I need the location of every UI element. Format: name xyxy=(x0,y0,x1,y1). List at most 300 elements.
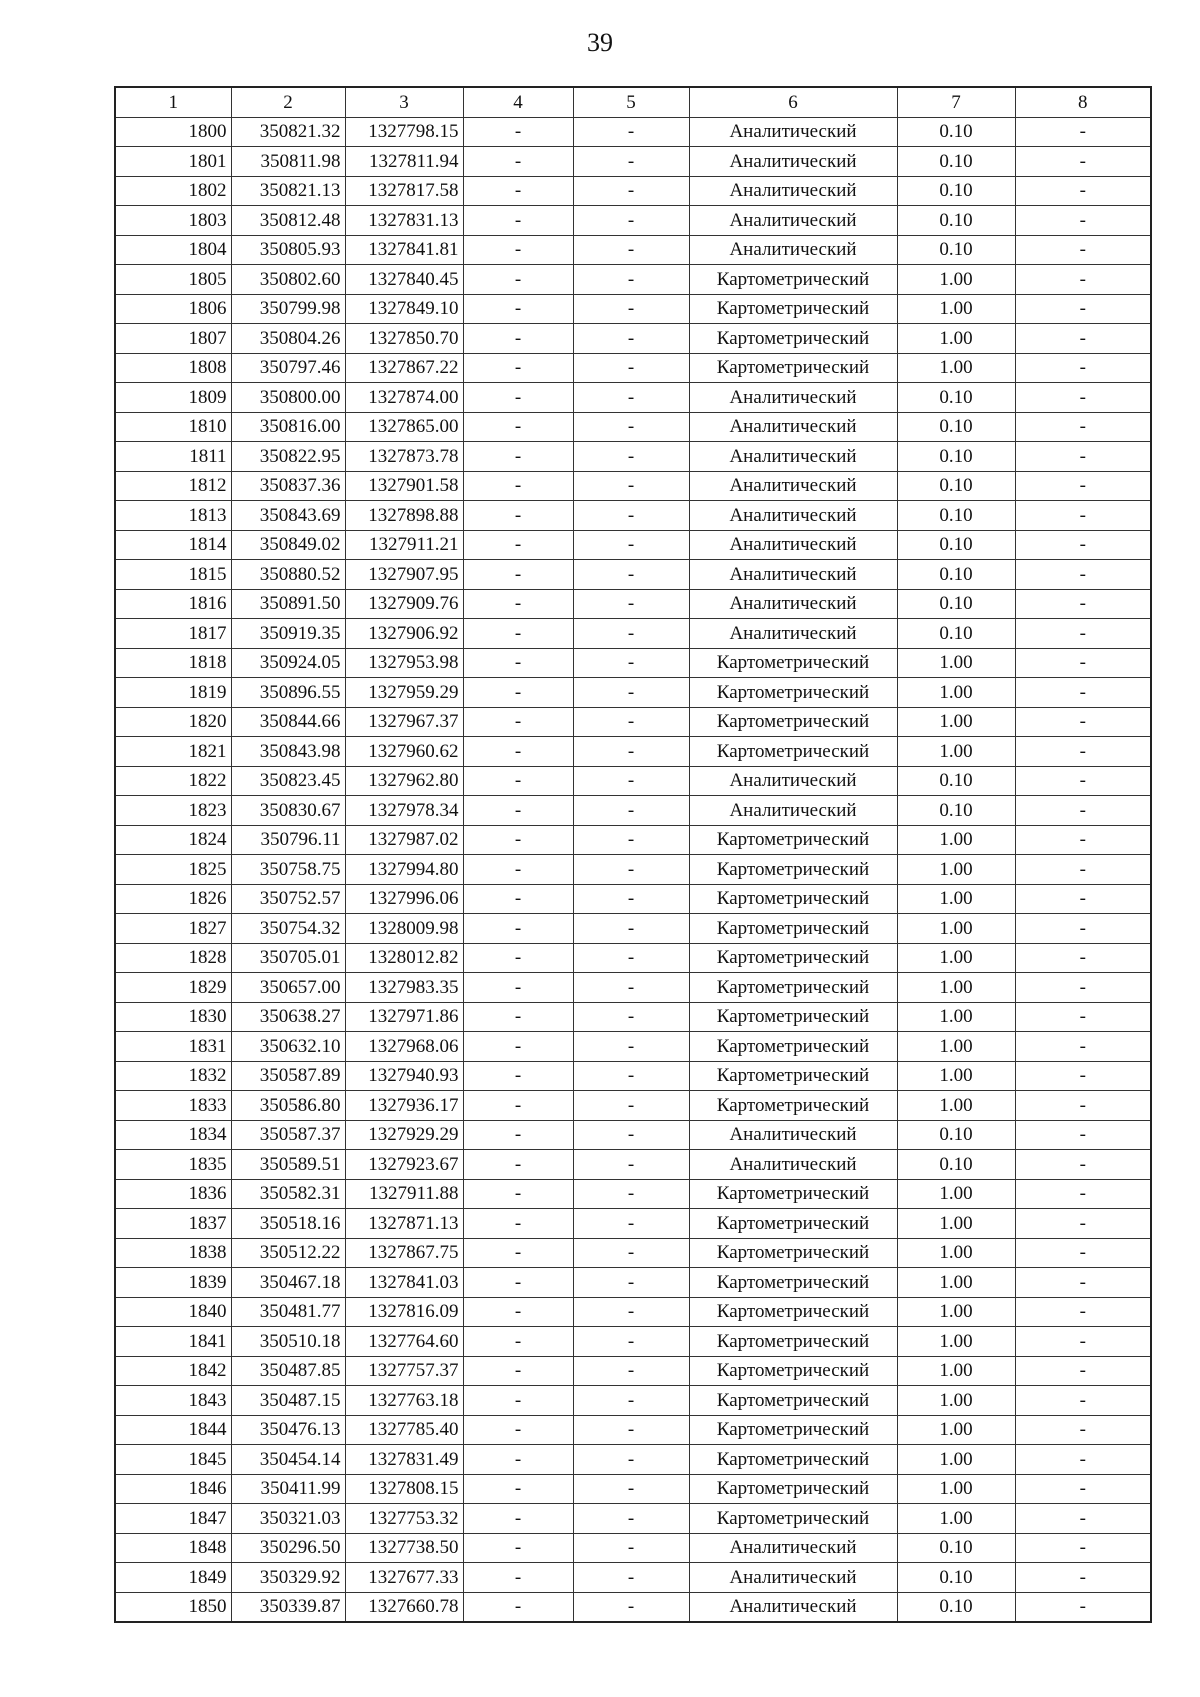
column-4-cell: - xyxy=(463,1061,573,1091)
point-number-cell: 1816 xyxy=(115,589,231,619)
method-cell: Картометрический xyxy=(689,737,897,767)
table-row xyxy=(115,619,1151,649)
y-coordinate-cell: 1327940.93 xyxy=(345,1061,463,1091)
point-number-cell: 1810 xyxy=(115,412,231,442)
column-8-cell: - xyxy=(1015,1533,1151,1563)
table-row xyxy=(115,973,1151,1003)
accuracy-cell: 1.00 xyxy=(897,1032,1015,1062)
x-coordinate-cell: 350329.92 xyxy=(231,1563,345,1593)
column-4-cell: - xyxy=(463,589,573,619)
y-coordinate-cell: 1327865.00 xyxy=(345,412,463,442)
accuracy-cell: 1.00 xyxy=(897,1091,1015,1121)
method-cell: Аналитический xyxy=(689,206,897,236)
column-4-cell: - xyxy=(463,1356,573,1386)
method-cell: Картометрический xyxy=(689,1179,897,1209)
column-4-cell: - xyxy=(463,737,573,767)
point-number-cell: 1818 xyxy=(115,648,231,678)
y-coordinate-cell: 1328012.82 xyxy=(345,943,463,973)
x-coordinate-cell: 350822.95 xyxy=(231,442,345,472)
x-coordinate-cell: 350802.60 xyxy=(231,265,345,295)
table-row xyxy=(115,1592,1151,1622)
column-8-cell: - xyxy=(1015,206,1151,236)
table-row xyxy=(115,1061,1151,1091)
x-coordinate-cell: 350812.48 xyxy=(231,206,345,236)
point-number-cell: 1805 xyxy=(115,265,231,295)
column-5-cell: - xyxy=(573,589,689,619)
method-cell: Картометрический xyxy=(689,1268,897,1298)
y-coordinate-cell: 1327817.58 xyxy=(345,176,463,206)
column-8-cell: - xyxy=(1015,973,1151,1003)
column-5-cell: - xyxy=(573,530,689,560)
column-8-cell: - xyxy=(1015,501,1151,531)
column-4-cell: - xyxy=(463,1150,573,1180)
method-cell: Картометрический xyxy=(689,1415,897,1445)
method-cell: Аналитический xyxy=(689,766,897,796)
column-8-cell: - xyxy=(1015,1209,1151,1239)
x-coordinate-cell: 350844.66 xyxy=(231,707,345,737)
y-coordinate-cell: 1327909.76 xyxy=(345,589,463,619)
x-coordinate-cell: 350411.99 xyxy=(231,1474,345,1504)
x-coordinate-cell: 350797.46 xyxy=(231,353,345,383)
column-4-cell: - xyxy=(463,501,573,531)
method-cell: Картометрический xyxy=(689,1327,897,1357)
column-5-cell: - xyxy=(573,1297,689,1327)
x-coordinate-cell: 350843.69 xyxy=(231,501,345,531)
y-coordinate-cell: 1327996.06 xyxy=(345,884,463,914)
table-row xyxy=(115,796,1151,826)
accuracy-cell: 0.10 xyxy=(897,1120,1015,1150)
column-5-cell: - xyxy=(573,1002,689,1032)
column-4-cell: - xyxy=(463,1268,573,1298)
table-row xyxy=(115,1563,1151,1593)
column-8-cell: - xyxy=(1015,943,1151,973)
x-coordinate-cell: 350632.10 xyxy=(231,1032,345,1062)
column-4-cell: - xyxy=(463,973,573,1003)
column-5-cell: - xyxy=(573,648,689,678)
column-4-cell: - xyxy=(463,471,573,501)
method-cell: Аналитический xyxy=(689,147,897,177)
y-coordinate-cell: 1327907.95 xyxy=(345,560,463,590)
table-row xyxy=(115,943,1151,973)
column-8-cell: - xyxy=(1015,1120,1151,1150)
point-number-cell: 1800 xyxy=(115,117,231,147)
y-coordinate-cell: 1327738.50 xyxy=(345,1533,463,1563)
column-8-cell: - xyxy=(1015,796,1151,826)
table-row xyxy=(115,560,1151,590)
method-cell: Картометрический xyxy=(689,1474,897,1504)
x-coordinate-cell: 350919.35 xyxy=(231,619,345,649)
column-5-cell: - xyxy=(573,766,689,796)
column-5-cell: - xyxy=(573,353,689,383)
column-header: 8 xyxy=(1015,87,1151,117)
table-row xyxy=(115,1032,1151,1062)
y-coordinate-cell: 1327967.37 xyxy=(345,707,463,737)
accuracy-cell: 0.10 xyxy=(897,530,1015,560)
column-4-cell: - xyxy=(463,825,573,855)
column-8-cell: - xyxy=(1015,855,1151,885)
x-coordinate-cell: 350657.00 xyxy=(231,973,345,1003)
table-row xyxy=(115,235,1151,265)
point-number-cell: 1827 xyxy=(115,914,231,944)
point-number-cell: 1845 xyxy=(115,1445,231,1475)
column-4-cell: - xyxy=(463,530,573,560)
method-cell: Картометрический xyxy=(689,884,897,914)
accuracy-cell: 0.10 xyxy=(897,619,1015,649)
y-coordinate-cell: 1327841.03 xyxy=(345,1268,463,1298)
point-number-cell: 1806 xyxy=(115,294,231,324)
x-coordinate-cell: 350799.98 xyxy=(231,294,345,324)
table-row xyxy=(115,1386,1151,1416)
method-cell: Аналитический xyxy=(689,1563,897,1593)
y-coordinate-cell: 1327971.86 xyxy=(345,1002,463,1032)
y-coordinate-cell: 1327911.21 xyxy=(345,530,463,560)
column-8-cell: - xyxy=(1015,265,1151,295)
column-8-cell: - xyxy=(1015,707,1151,737)
table-row xyxy=(115,117,1151,147)
table-row xyxy=(115,884,1151,914)
column-5-cell: - xyxy=(573,1061,689,1091)
point-number-cell: 1813 xyxy=(115,501,231,531)
point-number-cell: 1848 xyxy=(115,1533,231,1563)
accuracy-cell: 1.00 xyxy=(897,914,1015,944)
column-4-cell: - xyxy=(463,1386,573,1416)
column-8-cell: - xyxy=(1015,1504,1151,1534)
column-4-cell: - xyxy=(463,1091,573,1121)
x-coordinate-cell: 350821.32 xyxy=(231,117,345,147)
column-4-cell: - xyxy=(463,1297,573,1327)
method-cell: Аналитический xyxy=(689,471,897,501)
x-coordinate-cell: 350805.93 xyxy=(231,235,345,265)
x-coordinate-cell: 350476.13 xyxy=(231,1415,345,1445)
column-4-cell: - xyxy=(463,1179,573,1209)
table-row xyxy=(115,1238,1151,1268)
column-4-cell: - xyxy=(463,442,573,472)
accuracy-cell: 1.00 xyxy=(897,294,1015,324)
column-5-cell: - xyxy=(573,943,689,973)
column-4-cell: - xyxy=(463,1563,573,1593)
column-5-cell: - xyxy=(573,147,689,177)
column-4-cell: - xyxy=(463,648,573,678)
column-4-cell: - xyxy=(463,1592,573,1622)
x-coordinate-cell: 350849.02 xyxy=(231,530,345,560)
column-4-cell: - xyxy=(463,766,573,796)
column-5-cell: - xyxy=(573,1179,689,1209)
column-5-cell: - xyxy=(573,1120,689,1150)
y-coordinate-cell: 1327983.35 xyxy=(345,973,463,1003)
point-number-cell: 1801 xyxy=(115,147,231,177)
x-coordinate-cell: 350754.32 xyxy=(231,914,345,944)
table-row xyxy=(115,825,1151,855)
column-4-cell: - xyxy=(463,235,573,265)
method-cell: Картометрический xyxy=(689,1091,897,1121)
point-number-cell: 1849 xyxy=(115,1563,231,1593)
point-number-cell: 1844 xyxy=(115,1415,231,1445)
accuracy-cell: 0.10 xyxy=(897,383,1015,413)
column-5-cell: - xyxy=(573,501,689,531)
accuracy-cell: 1.00 xyxy=(897,324,1015,354)
column-5-cell: - xyxy=(573,324,689,354)
column-8-cell: - xyxy=(1015,1474,1151,1504)
method-cell: Картометрический xyxy=(689,353,897,383)
accuracy-cell: 1.00 xyxy=(897,1179,1015,1209)
y-coordinate-cell: 1327764.60 xyxy=(345,1327,463,1357)
column-8-cell: - xyxy=(1015,1386,1151,1416)
column-5-cell: - xyxy=(573,619,689,649)
method-cell: Картометрический xyxy=(689,678,897,708)
accuracy-cell: 1.00 xyxy=(897,1356,1015,1386)
column-5-cell: - xyxy=(573,383,689,413)
accuracy-cell: 1.00 xyxy=(897,825,1015,855)
method-cell: Картометрический xyxy=(689,1297,897,1327)
table-row xyxy=(115,589,1151,619)
point-number-cell: 1828 xyxy=(115,943,231,973)
point-number-cell: 1825 xyxy=(115,855,231,885)
y-coordinate-cell: 1327840.45 xyxy=(345,265,463,295)
accuracy-cell: 1.00 xyxy=(897,884,1015,914)
y-coordinate-cell: 1327808.15 xyxy=(345,1474,463,1504)
column-4-cell: - xyxy=(463,560,573,590)
point-number-cell: 1834 xyxy=(115,1120,231,1150)
accuracy-cell: 1.00 xyxy=(897,943,1015,973)
y-coordinate-cell: 1327923.67 xyxy=(345,1150,463,1180)
point-number-cell: 1837 xyxy=(115,1209,231,1239)
column-8-cell: - xyxy=(1015,471,1151,501)
y-coordinate-cell: 1327906.92 xyxy=(345,619,463,649)
column-8-cell: - xyxy=(1015,1032,1151,1062)
x-coordinate-cell: 350843.98 xyxy=(231,737,345,767)
column-5-cell: - xyxy=(573,294,689,324)
column-4-cell: - xyxy=(463,117,573,147)
accuracy-cell: 1.00 xyxy=(897,1386,1015,1416)
x-coordinate-cell: 350321.03 xyxy=(231,1504,345,1534)
accuracy-cell: 0.10 xyxy=(897,1592,1015,1622)
column-8-cell: - xyxy=(1015,1563,1151,1593)
accuracy-cell: 0.10 xyxy=(897,206,1015,236)
table-row xyxy=(115,1504,1151,1534)
column-8-cell: - xyxy=(1015,678,1151,708)
accuracy-cell: 1.00 xyxy=(897,973,1015,1003)
x-coordinate-cell: 350512.22 xyxy=(231,1238,345,1268)
y-coordinate-cell: 1327960.62 xyxy=(345,737,463,767)
column-4-cell: - xyxy=(463,147,573,177)
accuracy-cell: 0.10 xyxy=(897,471,1015,501)
column-8-cell: - xyxy=(1015,884,1151,914)
method-cell: Аналитический xyxy=(689,1150,897,1180)
column-8-cell: - xyxy=(1015,914,1151,944)
column-8-cell: - xyxy=(1015,442,1151,472)
column-header: 2 xyxy=(231,87,345,117)
column-4-cell: - xyxy=(463,796,573,826)
y-coordinate-cell: 1327873.78 xyxy=(345,442,463,472)
column-8-cell: - xyxy=(1015,235,1151,265)
column-5-cell: - xyxy=(573,855,689,885)
point-number-cell: 1803 xyxy=(115,206,231,236)
point-number-cell: 1815 xyxy=(115,560,231,590)
table-row xyxy=(115,412,1151,442)
column-4-cell: - xyxy=(463,1120,573,1150)
column-4-cell: - xyxy=(463,412,573,442)
table-row xyxy=(115,1474,1151,1504)
column-8-cell: - xyxy=(1015,1356,1151,1386)
accuracy-cell: 0.10 xyxy=(897,796,1015,826)
y-coordinate-cell: 1328009.98 xyxy=(345,914,463,944)
table-row xyxy=(115,1179,1151,1209)
table-row xyxy=(115,265,1151,295)
accuracy-cell: 0.10 xyxy=(897,176,1015,206)
table-row xyxy=(115,471,1151,501)
column-8-cell: - xyxy=(1015,1415,1151,1445)
x-coordinate-cell: 350705.01 xyxy=(231,943,345,973)
column-5-cell: - xyxy=(573,1238,689,1268)
column-5-cell: - xyxy=(573,1592,689,1622)
point-number-cell: 1824 xyxy=(115,825,231,855)
x-coordinate-cell: 350582.31 xyxy=(231,1179,345,1209)
column-5-cell: - xyxy=(573,1445,689,1475)
method-cell: Картометрический xyxy=(689,1356,897,1386)
column-5-cell: - xyxy=(573,973,689,1003)
column-8-cell: - xyxy=(1015,1327,1151,1357)
x-coordinate-cell: 350487.85 xyxy=(231,1356,345,1386)
accuracy-cell: 1.00 xyxy=(897,648,1015,678)
column-8-cell: - xyxy=(1015,1592,1151,1622)
column-5-cell: - xyxy=(573,796,689,826)
table-body xyxy=(115,117,1151,1622)
column-8-cell: - xyxy=(1015,589,1151,619)
accuracy-cell: 0.10 xyxy=(897,147,1015,177)
x-coordinate-cell: 350837.36 xyxy=(231,471,345,501)
point-number-cell: 1823 xyxy=(115,796,231,826)
point-number-cell: 1843 xyxy=(115,1386,231,1416)
accuracy-cell: 0.10 xyxy=(897,501,1015,531)
page-number: 39 xyxy=(587,28,613,57)
accuracy-cell: 1.00 xyxy=(897,678,1015,708)
x-coordinate-cell: 350804.26 xyxy=(231,324,345,354)
table-row xyxy=(115,1415,1151,1445)
accuracy-cell: 0.10 xyxy=(897,560,1015,590)
accuracy-cell: 1.00 xyxy=(897,1238,1015,1268)
column-8-cell: - xyxy=(1015,1445,1151,1475)
x-coordinate-cell: 350487.15 xyxy=(231,1386,345,1416)
accuracy-cell: 1.00 xyxy=(897,707,1015,737)
column-4-cell: - xyxy=(463,294,573,324)
accuracy-cell: 0.10 xyxy=(897,1533,1015,1563)
method-cell: Картометрический xyxy=(689,914,897,944)
column-5-cell: - xyxy=(573,1356,689,1386)
x-coordinate-cell: 350758.75 xyxy=(231,855,345,885)
column-4-cell: - xyxy=(463,1445,573,1475)
column-8-cell: - xyxy=(1015,1179,1151,1209)
point-number-cell: 1821 xyxy=(115,737,231,767)
table-row xyxy=(115,914,1151,944)
x-coordinate-cell: 350638.27 xyxy=(231,1002,345,1032)
point-number-cell: 1830 xyxy=(115,1002,231,1032)
x-coordinate-cell: 350518.16 xyxy=(231,1209,345,1239)
method-cell: Картометрический xyxy=(689,707,897,737)
table-row xyxy=(115,766,1151,796)
accuracy-cell: 1.00 xyxy=(897,1297,1015,1327)
column-header: 3 xyxy=(345,87,463,117)
method-cell: Картометрический xyxy=(689,1386,897,1416)
accuracy-cell: 1.00 xyxy=(897,1474,1015,1504)
method-cell: Аналитический xyxy=(689,412,897,442)
method-cell: Аналитический xyxy=(689,530,897,560)
y-coordinate-cell: 1327831.49 xyxy=(345,1445,463,1475)
column-4-cell: - xyxy=(463,1032,573,1062)
x-coordinate-cell: 350830.67 xyxy=(231,796,345,826)
accuracy-cell: 0.10 xyxy=(897,589,1015,619)
y-coordinate-cell: 1327953.98 xyxy=(345,648,463,678)
column-4-cell: - xyxy=(463,1533,573,1563)
accuracy-cell: 0.10 xyxy=(897,1150,1015,1180)
x-coordinate-cell: 350823.45 xyxy=(231,766,345,796)
column-8-cell: - xyxy=(1015,530,1151,560)
column-8-cell: - xyxy=(1015,1268,1151,1298)
column-4-cell: - xyxy=(463,1327,573,1357)
table-row xyxy=(115,737,1151,767)
column-4-cell: - xyxy=(463,206,573,236)
column-4-cell: - xyxy=(463,678,573,708)
x-coordinate-cell: 350454.14 xyxy=(231,1445,345,1475)
table-row xyxy=(115,206,1151,236)
method-cell: Картометрический xyxy=(689,1238,897,1268)
accuracy-cell: 1.00 xyxy=(897,353,1015,383)
column-4-cell: - xyxy=(463,265,573,295)
method-cell: Аналитический xyxy=(689,176,897,206)
accuracy-cell: 1.00 xyxy=(897,737,1015,767)
accuracy-cell: 1.00 xyxy=(897,1445,1015,1475)
accuracy-cell: 1.00 xyxy=(897,1415,1015,1445)
y-coordinate-cell: 1327757.37 xyxy=(345,1356,463,1386)
y-coordinate-cell: 1327898.88 xyxy=(345,501,463,531)
method-cell: Картометрический xyxy=(689,1032,897,1062)
table-row xyxy=(115,1150,1151,1180)
point-number-cell: 1839 xyxy=(115,1268,231,1298)
x-coordinate-cell: 350800.00 xyxy=(231,383,345,413)
column-4-cell: - xyxy=(463,1474,573,1504)
method-cell: Картометрический xyxy=(689,1504,897,1534)
column-4-cell: - xyxy=(463,914,573,944)
method-cell: Аналитический xyxy=(689,383,897,413)
y-coordinate-cell: 1327798.15 xyxy=(345,117,463,147)
y-coordinate-cell: 1327911.88 xyxy=(345,1179,463,1209)
column-4-cell: - xyxy=(463,1504,573,1534)
column-5-cell: - xyxy=(573,265,689,295)
coordinates-table xyxy=(114,86,1152,1623)
column-4-cell: - xyxy=(463,943,573,973)
point-number-cell: 1831 xyxy=(115,1032,231,1062)
y-coordinate-cell: 1327959.29 xyxy=(345,678,463,708)
x-coordinate-cell: 350896.55 xyxy=(231,678,345,708)
method-cell: Аналитический xyxy=(689,796,897,826)
table-row xyxy=(115,501,1151,531)
x-coordinate-cell: 350296.50 xyxy=(231,1533,345,1563)
y-coordinate-cell: 1327978.34 xyxy=(345,796,463,826)
accuracy-cell: 1.00 xyxy=(897,1327,1015,1357)
point-number-cell: 1819 xyxy=(115,678,231,708)
column-5-cell: - xyxy=(573,1533,689,1563)
x-coordinate-cell: 350481.77 xyxy=(231,1297,345,1327)
column-5-cell: - xyxy=(573,1268,689,1298)
column-8-cell: - xyxy=(1015,560,1151,590)
column-5-cell: - xyxy=(573,914,689,944)
column-5-cell: - xyxy=(573,117,689,147)
column-4-cell: - xyxy=(463,1209,573,1239)
column-8-cell: - xyxy=(1015,648,1151,678)
table-row xyxy=(115,1327,1151,1357)
table-row xyxy=(115,294,1151,324)
table-row xyxy=(115,1356,1151,1386)
column-8-cell: - xyxy=(1015,117,1151,147)
